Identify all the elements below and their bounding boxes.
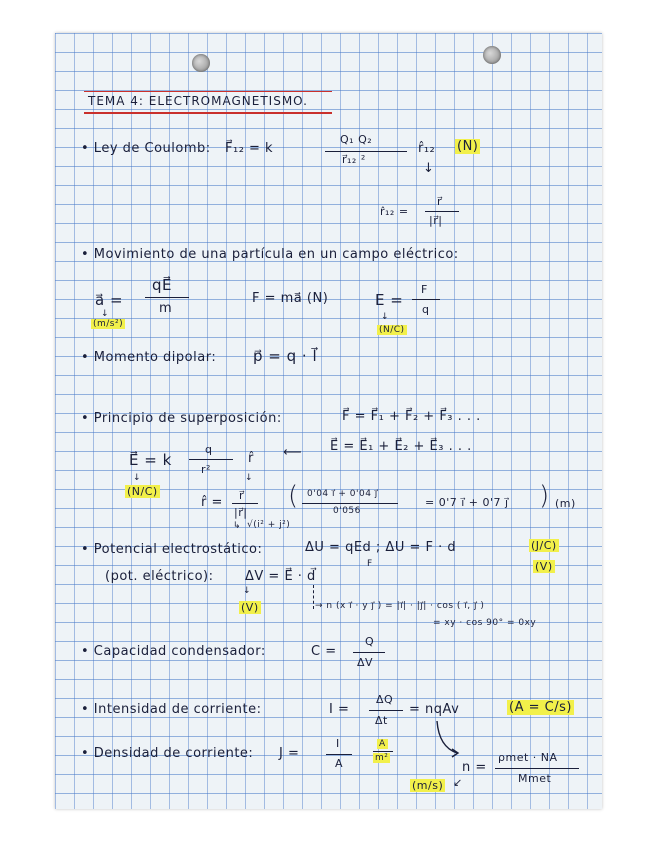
densidad-lhs: J = — [279, 746, 300, 761]
field-arrow: ↓ — [381, 312, 390, 322]
coulomb-num: Q₁ Q₂ — [340, 133, 373, 146]
dot-product-line2: = xy · cos 90° = 0xy — [433, 618, 537, 628]
capacidad-den: ΔV — [357, 656, 374, 669]
pot-electrico-label: (pot. eléctrico): — [105, 569, 214, 584]
pot-electrico-eq: ΔV = E⃗ · d⃗ — [245, 569, 316, 584]
accel-arrow: ↓ — [101, 309, 110, 319]
pot-electrico-unit: (V) — [241, 601, 259, 614]
n-den: Mmet — [518, 772, 552, 785]
movimiento-label: • Movimiento de una partícula en un campo eléctrico: — [81, 247, 459, 262]
coulomb-den: r⃗₁₂ ² — [342, 153, 366, 166]
coulomb-label: • Ley de Coulomb: — [81, 141, 211, 156]
field-fraction-bar — [412, 299, 440, 300]
coulomb-rhat-den: |r⃗| — [429, 214, 443, 227]
vector-unit: (m) — [555, 497, 576, 510]
intensidad-unit: (A = C/s) — [509, 700, 572, 715]
densidad-unit-den: m² — [375, 753, 389, 763]
field-den: q — [422, 303, 430, 316]
n-bar — [495, 768, 579, 769]
sqrt-expression: √(i² + j²) — [247, 520, 291, 530]
point-field-unit: (N/C) — [127, 485, 158, 498]
intensidad-bar — [369, 710, 403, 711]
capacidad-bar — [353, 652, 385, 653]
field-lhs: E = — [375, 291, 404, 309]
rhat-lhs: r̂ = — [201, 495, 223, 510]
potencial-label: • Potencial electrostático: — [81, 542, 263, 557]
densidad-unit-num: A — [379, 739, 386, 749]
intensidad-curved-arrow — [433, 719, 463, 759]
n-lhs: n = — [462, 760, 487, 775]
coulomb-rhat-bar — [425, 211, 459, 212]
point-field-arrow: ↓ — [133, 473, 142, 483]
coulomb-fraction-bar — [325, 151, 407, 152]
coulomb-down-arrow: ↓ — [423, 161, 435, 176]
accel-lhs: a⃗ = — [95, 291, 124, 309]
accel-den: m — [159, 301, 173, 316]
vector-den: 0'056 — [333, 506, 361, 516]
capacidad-label: • Capacidad condensador: — [81, 644, 266, 659]
dot-product-line1: → n (x i⃗ · y j⃗ ) = |i⃗| · |j⃗| · cos ( i⃗, j⃗ ) — [315, 601, 485, 611]
densidad-num: I — [336, 737, 340, 750]
velocity-arrow: ↙ — [453, 776, 463, 789]
superposicion-field-eq: E⃗ = E⃗₁ + E⃗₂ + E⃗₃ . . . — [330, 439, 472, 454]
intensidad-den: Δt — [375, 714, 388, 727]
vector-open-paren: ( — [288, 481, 299, 511]
point-field-lhs: E⃗ = k — [129, 451, 172, 469]
coulomb-rhat-lhs: r̂₁₂ = — [380, 205, 409, 218]
coulomb-unitvec: r̂₁₂ — [418, 141, 436, 156]
binder-hole-left — [192, 54, 210, 72]
point-field-rhat: r̂ — [248, 451, 254, 466]
accel-unit: (m/s²) — [93, 319, 124, 329]
rhat-den: |r⃗| — [234, 506, 248, 519]
accel-fraction-bar — [145, 297, 189, 298]
vector-close-paren: ) — [539, 481, 550, 511]
binder-hole-right — [483, 46, 501, 64]
potencial-unit-jc: (J/C) — [531, 539, 557, 552]
rhat-arrow: ↓ — [245, 473, 254, 483]
point-field-den: r² — [201, 463, 211, 476]
superposicion-label: • Principio de superposición: — [81, 411, 282, 426]
page-title: TEMA 4: ELECTROMAGNETISMO. — [88, 94, 308, 108]
field-num: F — [421, 283, 428, 296]
coulomb-unit: (N) — [457, 139, 479, 154]
potencial-equation: ΔU = qEd ; ΔU = F · d — [305, 540, 457, 555]
vector-bar — [302, 503, 398, 504]
capacidad-num: Q — [365, 635, 375, 648]
densidad-label: • Densidad de corriente: — [81, 746, 254, 761]
superposicion-arrow-left: ⟵ — [283, 445, 303, 460]
field-unit: (N/C) — [379, 325, 405, 335]
intensidad-label: • Intensidad de corriente: — [81, 702, 262, 717]
capacidad-lhs: C = — [311, 644, 337, 659]
intensidad-rhs: = nqAv — [409, 702, 460, 717]
point-field-num: q — [205, 443, 213, 456]
coulomb-lhs: F⃗₁₂ = k — [225, 141, 274, 156]
sqrt-arrow: ↳ — [233, 521, 242, 531]
n-num: ρmet · NA — [498, 751, 558, 764]
densidad-den: A — [335, 757, 344, 770]
force-equation: F = ma⃗ (N) — [252, 291, 329, 306]
dipolar-equation: p⃗ = q · l⃗ — [253, 347, 318, 365]
potencial-unit-v: (V) — [535, 560, 553, 573]
velocity-unit: (m/s) — [412, 779, 444, 792]
rhat-num: r⃗ — [239, 489, 245, 502]
accel-num: qE⃗ — [152, 276, 172, 294]
vector-num: 0'04 i⃗ + 0'04 j⃗ — [307, 489, 378, 499]
intensidad-lhs: I = — [329, 702, 350, 717]
notebook-page — [55, 33, 602, 809]
pot-electrico-arrow: ↓ — [243, 586, 252, 596]
densidad-bar — [326, 754, 352, 755]
dot-product-dashed-line — [313, 585, 314, 609]
point-field-bar — [189, 459, 233, 460]
dipolar-label: • Momento dipolar: — [81, 350, 217, 365]
potencial-under-f: F — [367, 559, 373, 569]
rhat-bar — [232, 503, 258, 504]
intensidad-num: ΔQ — [376, 693, 394, 706]
vector-result: = 0'7 i⃗ + 0'7 j⃗ — [425, 496, 509, 509]
coulomb-rhat-num: r⃗ — [437, 195, 443, 208]
superposicion-force-eq: F⃗ = F⃗₁ + F⃗₂ + F⃗₃ . . . — [342, 409, 481, 424]
